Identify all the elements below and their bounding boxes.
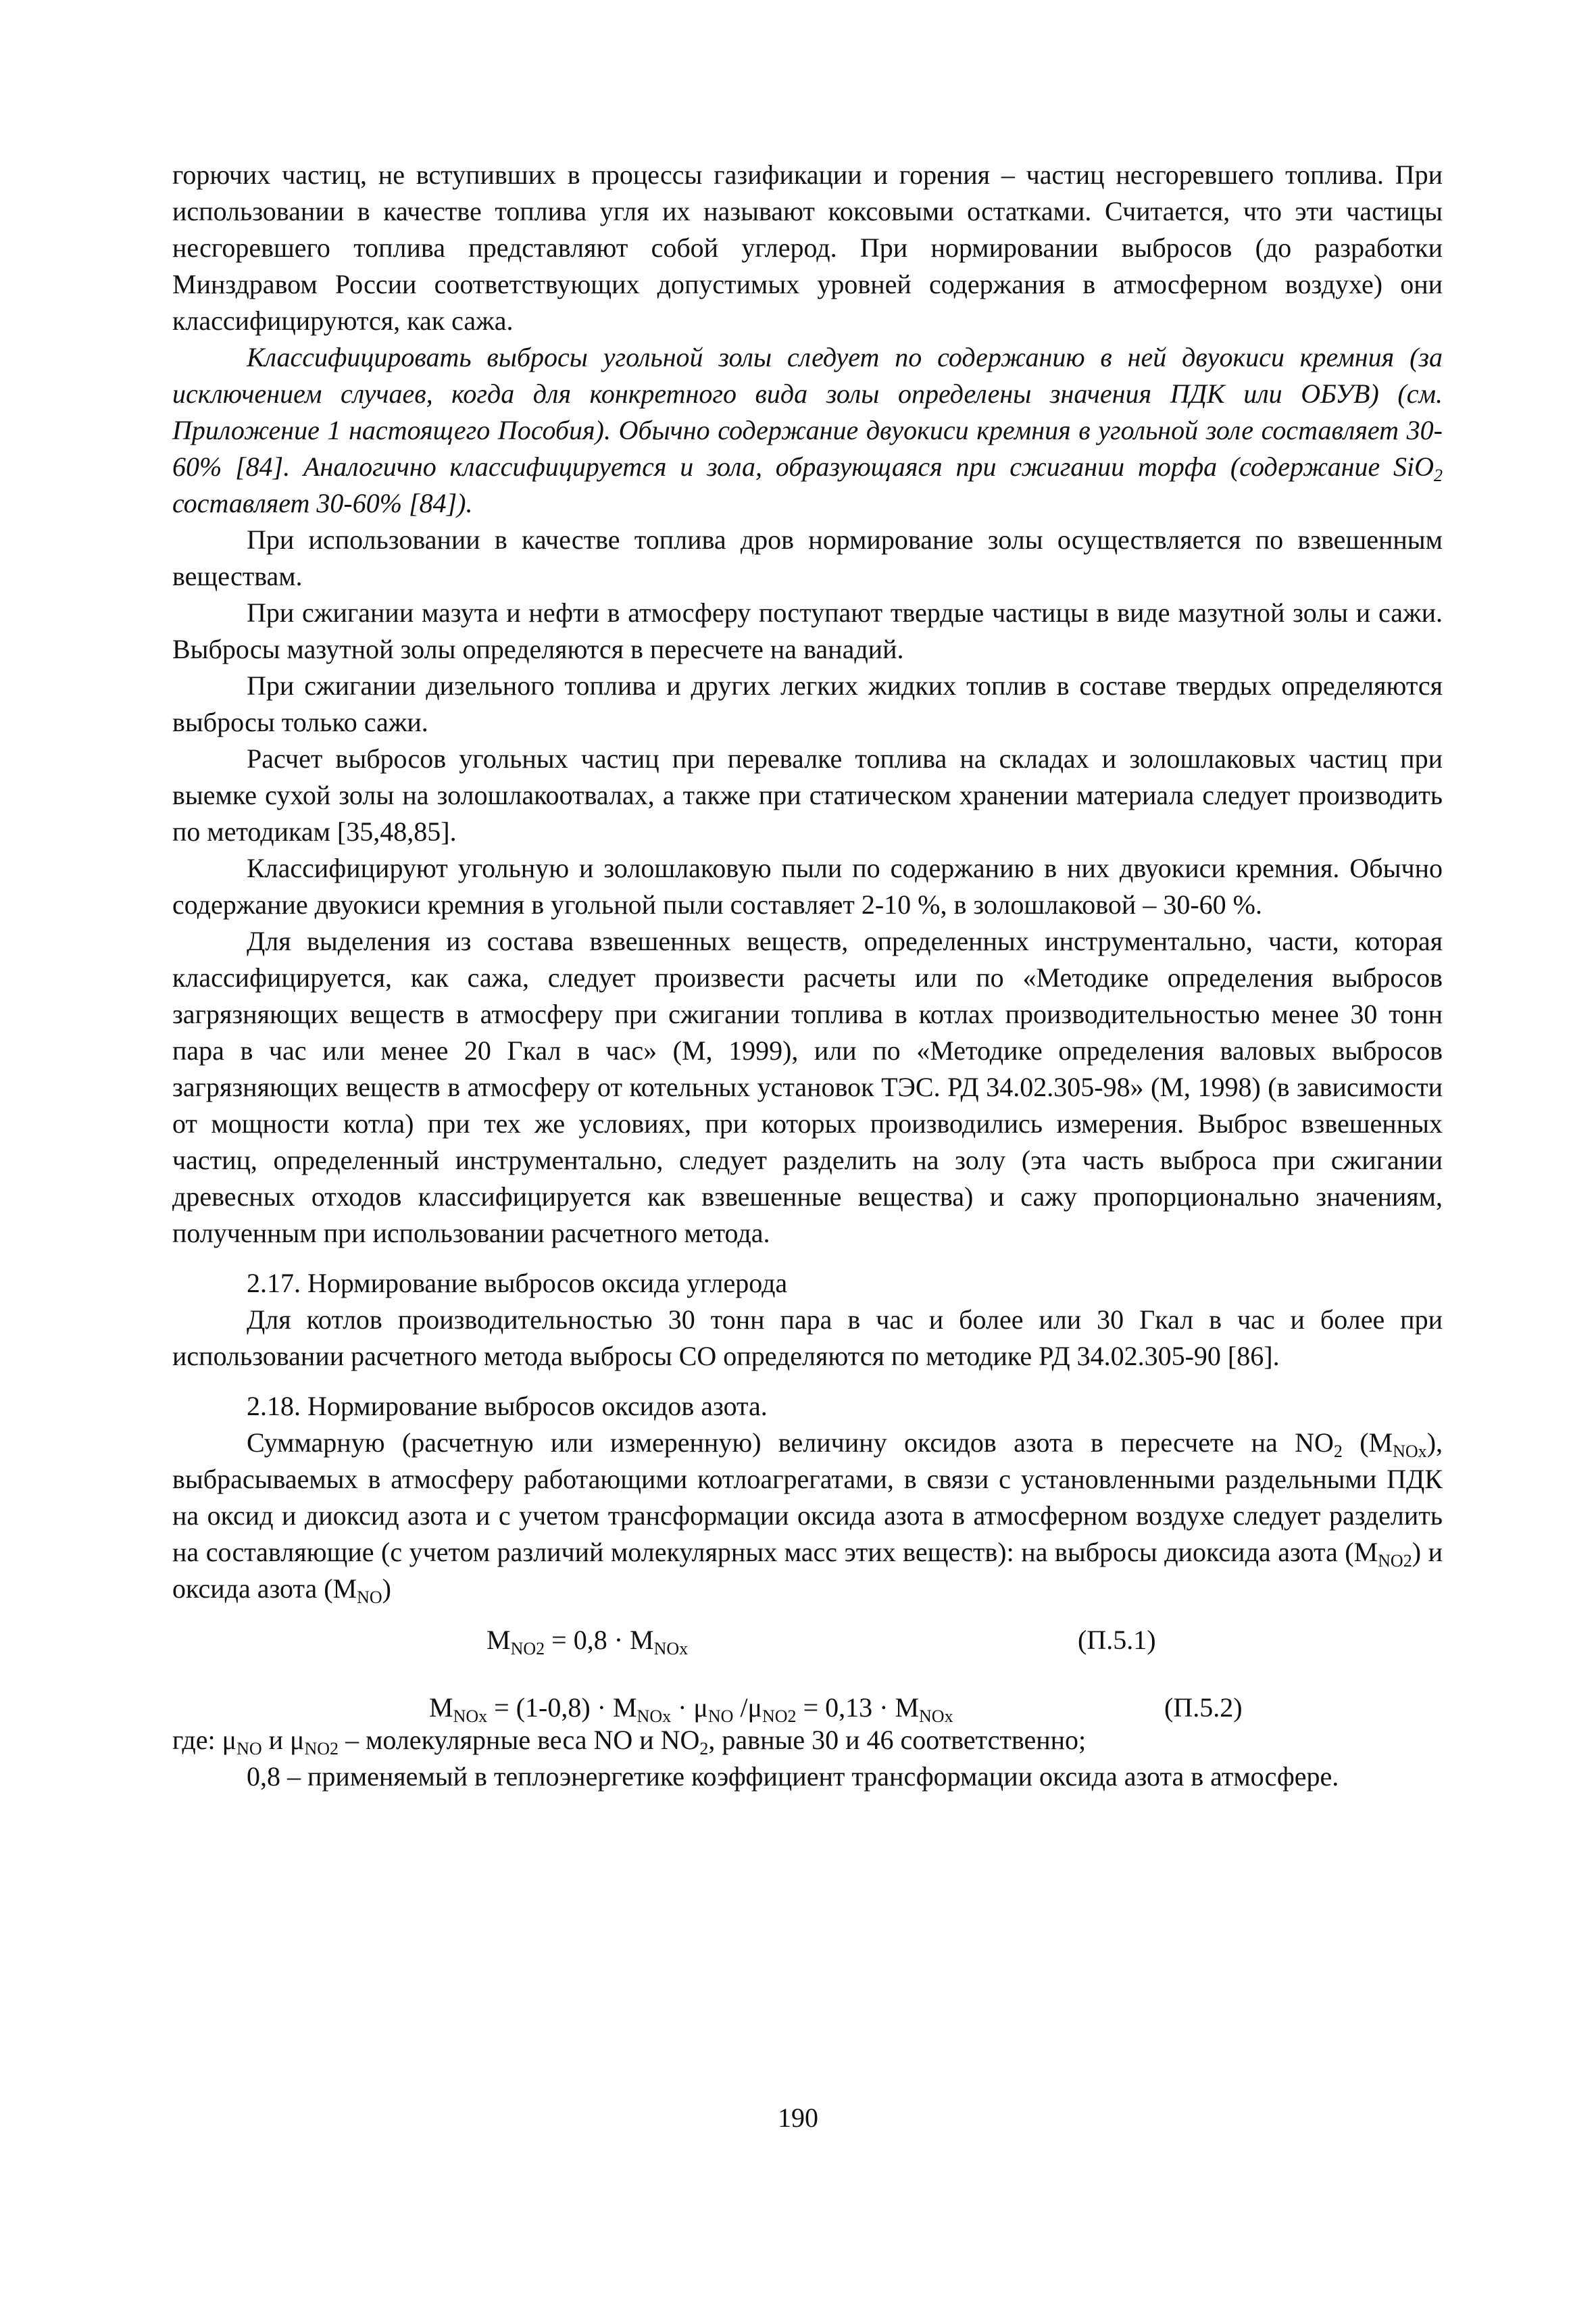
body-text [172, 157, 1443, 1795]
formula-expression [487, 1622, 688, 1658]
formula-text: = (1-0,8) · M [487, 1692, 637, 1723]
formula-p5-1 [172, 1607, 1443, 1658]
subscript: NO [707, 1706, 734, 1726]
subscript: NOx [453, 1706, 488, 1726]
formula-text: = 0,13 · M [796, 1692, 920, 1723]
text-span: где: μ [172, 1725, 237, 1755]
subscript: NO [236, 1739, 262, 1758]
subscript: 2 [699, 1739, 709, 1758]
text-span: ), выбрасываемых в атмосферу работающими котлоагрегатами, в связи с установленными раздельными ПДК на оксид и диоксид азота и с учетом трансформации оксида азота в атмосферном воздухе следует разделить на составляющие (с учетом различий молекулярных масс этих веществ): на выбросы диоксида азота (M [172, 1427, 1443, 1567]
paragraph-coal-ash-classification [172, 339, 1443, 522]
subscript: NO2 [304, 1739, 339, 1758]
formula-symbol: M [429, 1692, 453, 1723]
paragraph-where-definitions [172, 1722, 1443, 1758]
text-span: ) и оксида азота (M [172, 1537, 1443, 1604]
text-span: (M [1342, 1427, 1393, 1458]
formula-text: · μ [671, 1692, 708, 1723]
text-span: – молекулярные веса NO и NO [339, 1725, 700, 1755]
paragraph-coal-particles-calc: Расчет выбросов угольных частиц при перевалке топлива на складах и золошлаковых частиц при выемке сухой золы на золошлакоотвалах, а также при статическом хранении материала следует производить по методикам [35,48,85]. [172, 743, 1443, 847]
text-span: ) [382, 1573, 391, 1604]
subscript: NOx [653, 1639, 689, 1658]
formula-text: /μ [733, 1692, 762, 1723]
subscript: NOx [637, 1706, 672, 1726]
subscript: NO [357, 1587, 382, 1607]
paragraph-dust-classification: Классифицируют угольную и золошлаковую пыли по содержанию в них двуокиси кремния. Обычно содержание двуокиси кремния в угольной пыли составляет 2-10 %, в золошлаковой – 30-60 %. [172, 853, 1443, 920]
section-heading-2-17: 2.17. Нормирование выбросов оксида углерода [247, 1268, 788, 1298]
text-span: , равные 30 и 46 соответственно; [708, 1725, 1087, 1755]
formula-number: (П.5.1) [1078, 1625, 1156, 1655]
text-span: и μ [261, 1725, 305, 1755]
paragraph-diesel: При сжигании дизельного топлива и других легких жидких топлив в составе твердых определяются выбросы только сажи. [172, 670, 1443, 737]
paragraph-suspended-matter: Для выделения из состава взвешенных веществ, определенных инструментально, части, которая классифицируется, как сажа, следует произвести расчеты или по «Методике определения выбросов загрязняющих веществ в атмосферу при сжигании топлива в котлах производительностью менее 30 тонн пара в час или менее 20 Гкал в час» (М, 1999), или по «Методике определения валовых выбросов загрязняющих веществ в атмосферу от котельных установок ТЭС. РД 34.02.305-98» (М, 1998) (в зависимости от мощности котла) при тех же условиях, при которых производились измерения. Выброс взвешенных частиц, определенный инструментально, следует разделить на золу (эта часть выброса при сжигании древесных отходов классифицируется как взвешенные вещества) и сажу пропорционально значениям, полученным при использовании расчетного метода. [172, 926, 1443, 1248]
formula-symbol: M [487, 1625, 511, 1655]
subscript: NOx [919, 1706, 953, 1726]
formula-expression [429, 1690, 953, 1726]
subscript: NO2 [510, 1639, 545, 1658]
paragraph-fuel-oil: При сжигании мазута и нефти в атмосферу поступают твердые частицы в виде мазутной золы и сажи. Выбросы мазутной золы определяются в пересчете на ванадий. [172, 597, 1443, 664]
formula-p5-2 [172, 1654, 1443, 1726]
text-span: Классифицировать выбросы угольной золы следует по содержанию в ней двуокиси кремния (за исключением случаев, когда для конкретного вида золы определены значения ПДК или ОБУВ) (см. Приложение 1 настоящего Пособия). Обычно содержание двуокиси кремния в угольной золе составляет 30-60% [84]. Аналогично классифицируется и зола, образующаяся при сжигании торфа (содержание SiO [172, 342, 1443, 482]
text-span: Суммарную (расчетную или измеренную) величину оксидов азота в пересчете на NO [247, 1427, 1334, 1458]
formula-number: (П.5.2) [1164, 1692, 1243, 1723]
formula-text: = 0,8 · M [545, 1625, 654, 1655]
page-number: 190 [778, 2102, 818, 2133]
paragraph-sooty-particles: горючих частиц, не вступивших в процессы газификации и горения – частиц несгоревшего топлива. При использовании в качестве топлива угля их называют коксовыми остатками. Считается, что эти частицы несгоревшего топлива представляют собой углерод. При нормировании выбросов (до разработки Минздравом России соответствующих допустимых уровней содержания в атмосферном воздухе) они классифицируются, как сажа. [172, 159, 1443, 336]
paragraph-transformation-coefficient: 0,8 – применяемый в теплоэнергетике коэффициент трансформации оксида азота в атмосфере. [247, 1761, 1339, 1792]
paragraph-wood-fuel: При использовании в качестве топлива дров нормирование золы осуществляется по взвешенным веществам. [172, 524, 1443, 591]
subscript: NOx [1393, 1442, 1427, 1461]
text-span: составляет 30-60% [84]). [172, 488, 473, 518]
subscript: NO2 [1378, 1551, 1412, 1571]
paragraph-nitrogen-oxides [172, 1425, 1443, 1607]
subscript: 2 [1333, 1442, 1343, 1461]
subscript: NO2 [762, 1706, 797, 1726]
subscript: 2 [1434, 466, 1443, 485]
section-heading-2-18: 2.18. Нормирование выбросов оксидов азота. [247, 1391, 768, 1421]
paragraph-carbon-monoxide: Для котлов производительностью 30 тонн пара в час и более или 30 Гкал в час и более при использовании расчетного метода выбросы СО определяются по методике РД 34.02.305-90 [86]. [172, 1304, 1443, 1371]
